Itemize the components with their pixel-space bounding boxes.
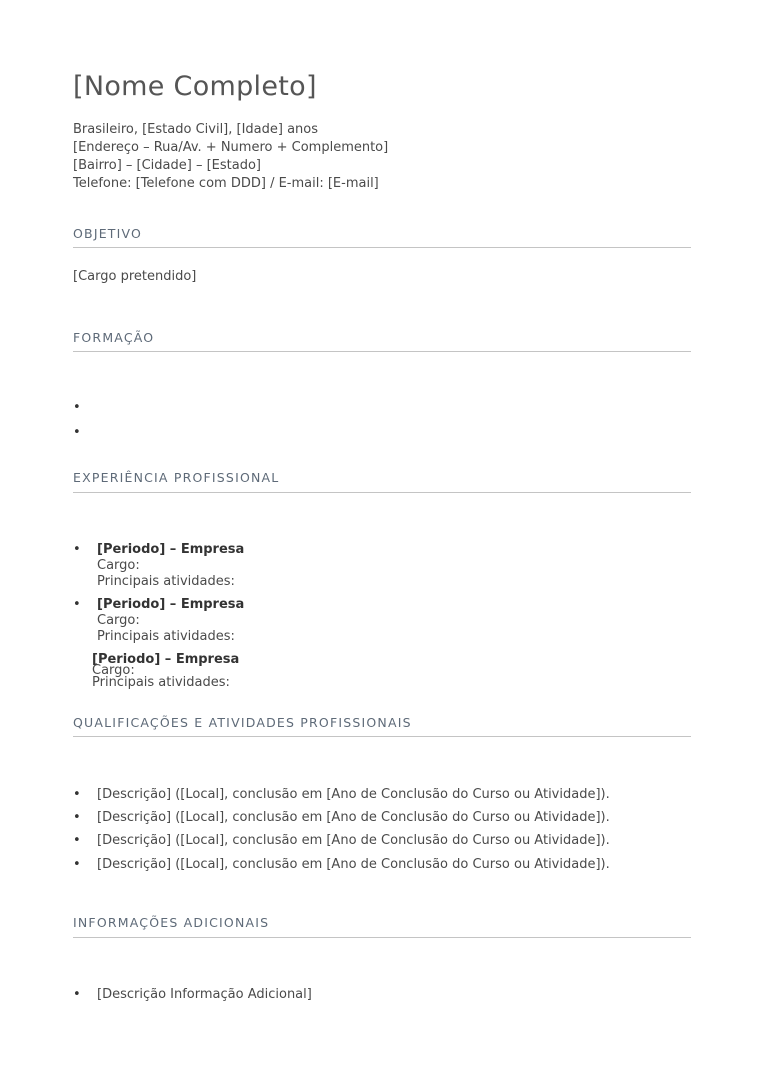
experience-cargo: Cargo:: [92, 663, 135, 678]
section-divider: [73, 492, 691, 493]
experience-heading: [Periodo] – Empresa: [97, 542, 245, 557]
qualification-item: [Descrição] ([Local], conclusão em [Ano de Conclusão do Curso ou Atividade]).: [97, 833, 610, 848]
objective-text: [Cargo pretendido]: [73, 269, 197, 284]
section-divider: [73, 247, 691, 248]
city-line: [Bairro] – [Cidade] – [Estado]: [73, 158, 261, 173]
qualification-item: [Descrição] ([Local], conclusão em [Ano de Conclusão do Curso ou Atividade]).: [97, 810, 610, 825]
contact-line: Telefone: [Telefone com DDD] / E-mail: [E-mail]: [73, 176, 379, 191]
section-divider: [73, 736, 691, 737]
additional-info-item: [Descrição Informação Adicional]: [97, 987, 312, 1002]
section-divider: [73, 937, 691, 938]
section-divider: [73, 351, 691, 352]
address-line: [Endereço – Rua/Av. + Numero + Complemento]: [73, 140, 389, 155]
personal-info-line: Brasileiro, [Estado Civil], [Idade] anos: [73, 122, 319, 137]
section-title-experiencia: EXPERIÊNCIA PROFISSIONAL: [73, 470, 280, 485]
list-bullet: •: [73, 857, 81, 872]
experience-activities: Principais atividades:: [97, 629, 235, 644]
list-bullet: •: [73, 400, 81, 415]
experience-heading: [Periodo] – Empresa: [97, 597, 245, 612]
section-title-objetivo: OBJETIVO: [73, 226, 143, 241]
section-title-formacao: FORMAÇÃO: [73, 330, 155, 345]
experience-activities: Principais atividades:: [97, 574, 235, 589]
experience-cargo: Cargo:: [97, 558, 140, 573]
qualification-item: [Descrição] ([Local], conclusão em [Ano de Conclusão do Curso ou Atividade]).: [97, 787, 610, 802]
experience-cargo: Cargo:: [97, 613, 140, 628]
qualification-item: [Descrição] ([Local], conclusão em [Ano de Conclusão do Curso ou Atividade]).: [97, 857, 610, 872]
experience-activities: Principais atividades:: [92, 675, 230, 690]
list-bullet: •: [73, 833, 81, 848]
list-bullet: •: [73, 425, 81, 440]
list-bullet: •: [73, 787, 81, 802]
full-name: [Nome Completo]: [73, 71, 317, 102]
section-title-qualificacoes: QUALIFICAÇÕES E ATIVIDADES PROFISSIONAIS: [73, 715, 412, 730]
section-title-adicionais: INFORMAÇÕES ADICIONAIS: [73, 915, 270, 930]
experience-heading: [Periodo] – Empresa: [92, 652, 240, 667]
list-bullet: •: [73, 987, 81, 1002]
list-bullet: •: [73, 542, 81, 557]
list-bullet: •: [73, 597, 81, 612]
list-bullet: •: [73, 810, 81, 825]
